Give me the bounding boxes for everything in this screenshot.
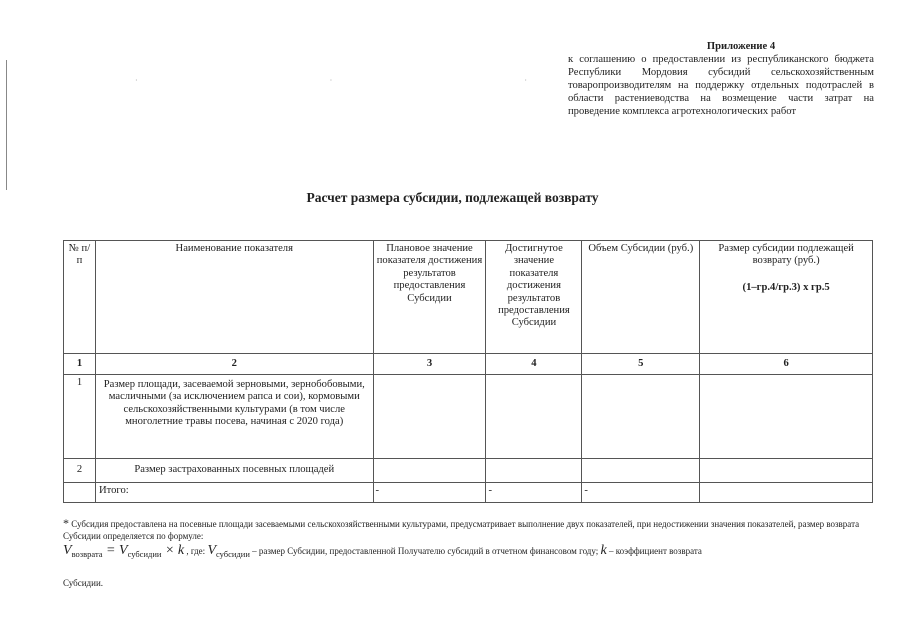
subsidy-table: [63, 240, 873, 503]
col-number: 2: [95, 354, 373, 375]
formula-sub-subsidii: субсидии: [127, 548, 162, 559]
formula-k: k: [600, 543, 607, 558]
formula-v: V: [63, 543, 72, 558]
total-achieved: -: [486, 483, 582, 503]
header-refund-amount: [700, 241, 873, 354]
total-row: [64, 483, 873, 503]
appendix-heading: Приложение 4: [706, 41, 776, 52]
total-planned: -: [373, 483, 486, 503]
formula-desc1: – размер Субсидии, предоставленной Получателю субсидий в отчетном финансовом году;: [252, 546, 599, 556]
row-cell: [700, 483, 873, 503]
header-num: № п/п: [64, 241, 96, 354]
column-number-row: [64, 354, 873, 375]
row-cell: [373, 459, 486, 483]
header-refund-formula: (1–гр.4/гр.3) х гр.5: [742, 281, 830, 293]
row-name: Размер площади, засеваемой зерновыми, зернобобовыми, масличными (за исключением рапса и сои), кормовыми сельскохозяйственными культурами (в том числе многолетние травы посева, начиная с 2020 года): [95, 375, 373, 459]
footnote-text: Субсидия предоставлена на посевные площади засеваемыми сельскохозяйственными культурами, предусматривает выполнение двух показателей, при недостижении значения показателей, размер возврата Субсидии определяется по формуле:: [63, 519, 860, 541]
formula-tail: Субсидии.: [63, 578, 104, 588]
appendix-block: [568, 40, 874, 118]
row-cell: [373, 375, 486, 459]
header-subsidy-volume: Объем Субсидии (руб.): [582, 241, 700, 354]
row-cell: [700, 459, 873, 483]
formula-eq: =: [102, 543, 119, 558]
row-cell: [64, 483, 96, 503]
col-number: 5: [582, 354, 700, 375]
footnote: [63, 517, 878, 542]
row-cell: [582, 459, 700, 483]
formula-times: ×: [161, 543, 178, 558]
table-row: [64, 375, 873, 459]
formula-where: , где:: [186, 546, 206, 556]
row-num: 2: [64, 459, 96, 483]
row-name: Размер застрахованных посевных площадей: [95, 459, 373, 483]
col-number: 4: [486, 354, 582, 375]
table-row: [64, 459, 873, 483]
formula-v: V: [119, 543, 128, 558]
col-number: 3: [373, 354, 486, 375]
row-cell: [486, 459, 582, 483]
row-cell: [700, 375, 873, 459]
formula-sub-vozvrata: возврата: [71, 548, 103, 559]
table-header-row: [64, 241, 873, 354]
col-number: 6: [700, 354, 873, 375]
scan-dots: · · ·: [135, 76, 622, 85]
row-cell: [582, 375, 700, 459]
header-achieved-value: Достигнутое значение показателя достижения результатов предоставления Субсидии: [486, 241, 582, 354]
col-number: 1: [64, 354, 96, 375]
formula-sub-subsidii: субсидии: [216, 548, 250, 559]
margin-line: [6, 60, 7, 190]
page-title: Расчет размера субсидии, подлежащей возврату: [306, 190, 599, 205]
appendix-text: к соглашению о предоставлении из республиканского бюджета Республики Мордовия субсидий сельскохозяйственным товаропроизводителям на поддержку отдельных подотраслей в области растениеводства на возмещение части затрат на проведение комплекса агротехнологических работ: [568, 54, 874, 117]
header-indicator-name: Наименование показателя: [95, 241, 373, 354]
header-refund-label: Размер субсидии подлежащей возврату (руб.): [718, 243, 854, 267]
formula-v: V: [207, 543, 216, 558]
total-volume: -: [582, 483, 700, 503]
formula-k: k: [177, 543, 185, 558]
total-label: Итого:: [95, 483, 373, 503]
row-cell: [486, 375, 582, 459]
header-planned-value: Плановое значение показателя достижения результатов предоставления Субсидии: [373, 241, 486, 354]
footnote-star: *: [63, 516, 69, 530]
formula-desc2: – коэффициент возврата: [608, 546, 702, 556]
row-num: 1: [64, 375, 96, 459]
refund-formula: [63, 543, 883, 559]
